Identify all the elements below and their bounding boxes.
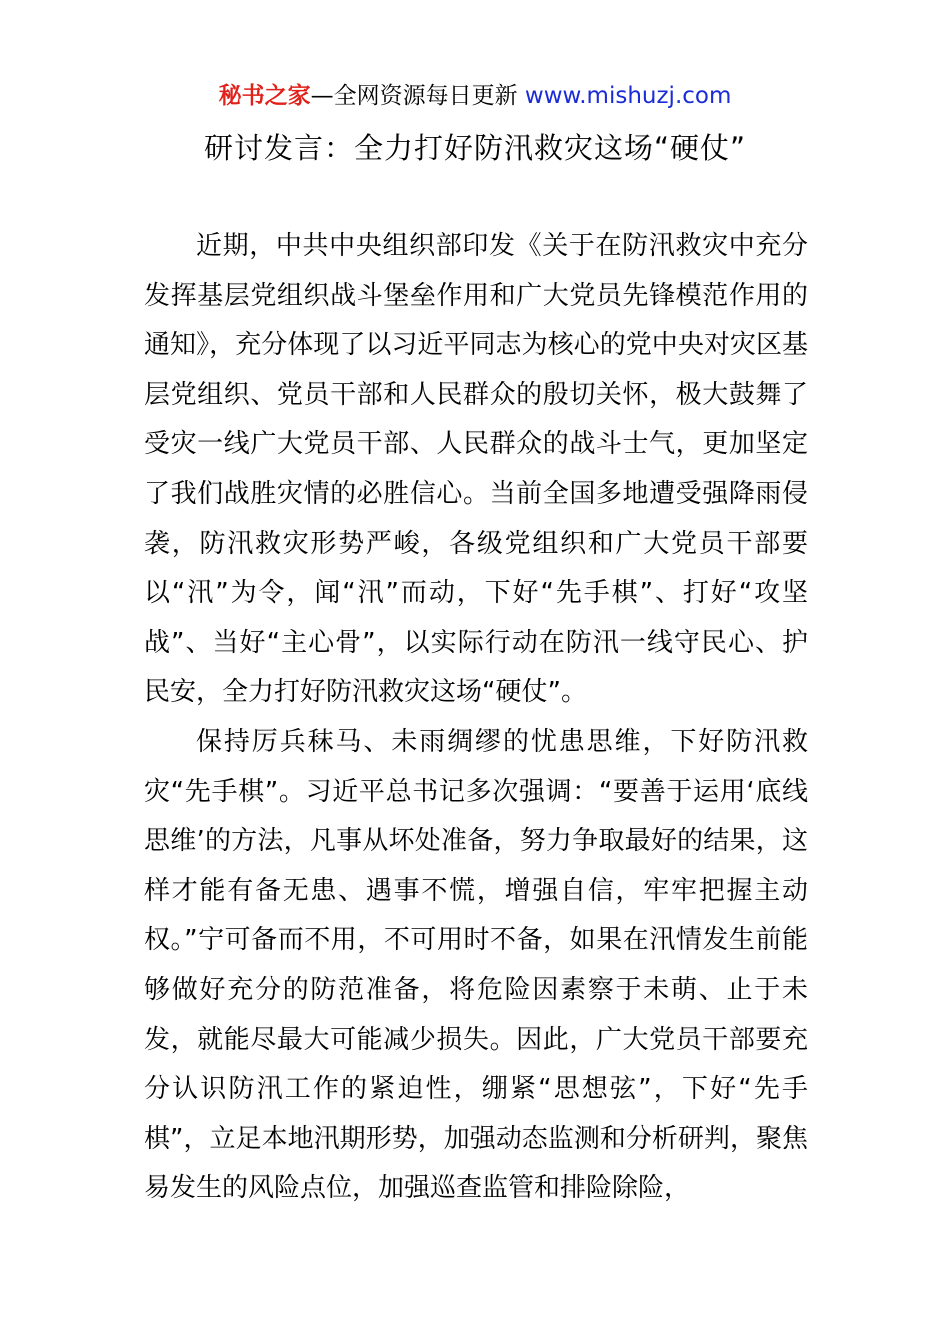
site-tagline: —全网资源每日更新 [310,83,518,109]
paragraph-2: 保持厉兵秣马、未雨绸缪的忧患思维，下好防汛救灾“先手棋”。习近平总书记多次强调：“要善于运用‘底线思维’的方法，凡事从坏处准备，努力争取最好的结果，这样才能有备无患、遇事不慌，增强自信，牢牢把握主动权。”宁可备而不用，不可用时不备，如果在汛情发生前能够做好充分的防范准备，将危险因素察于未萌、止于未发，就能尽最大可能减少损失。因此，广大党员干部要充分认识防汛工作的紧迫性，绷紧“思想弦”，下好“先手棋”，立足本地汛期形势，加强动态监测和分析研判，聚焦易发生的风险点位，加强巡查监管和排险除险， [144,726,808,1204]
site-url[interactable]: www.mishuzj.com [524,83,732,109]
brand-name: 秘书之家 [218,83,311,109]
site-header [0,80,950,112]
document-title: 研讨发言：全力打好防汛救灾这场“硬仗” [203,131,747,165]
paragraph-1: 近期，中共中央组织部印发《关于在防汛救灾中充分发挥基层党组织战斗堡垒作用和广大党员先锋模范作用的通知》，充分体现了以习近平同志为核心的党中央对灾区基层党组织、党员干部和人民群众的殷切关怀，极大鼓舞了受灾一线广大党员干部、人民群众的战斗士气，更加坚定了我们战胜灾情的必胜信心。当前全国多地遭受强降雨侵袭，防汛救灾形势严峻，各级党组织和广大党员干部要以“汛”为令，闻“汛”而动，下好“先手棋”、打好“攻坚战”、当好“主心骨”，以实际行动在防汛一线守民心、护民安，全力打好防汛救灾这场“硬仗”。 [144,231,808,708]
document-body [144,222,808,1214]
